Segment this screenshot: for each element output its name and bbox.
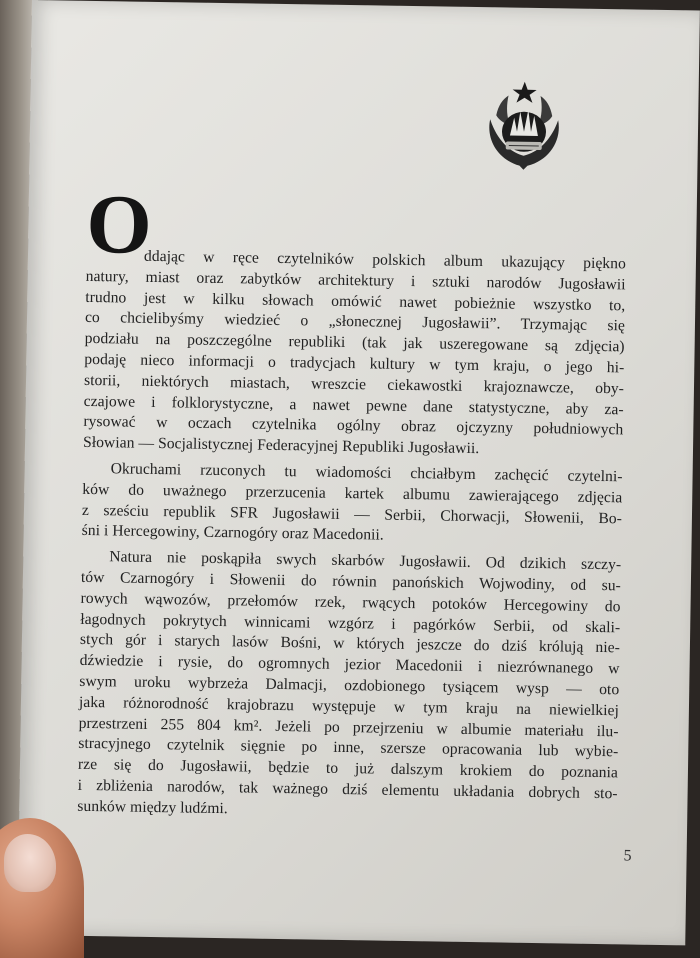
body-text — [77, 246, 626, 826]
drop-cap-letter: O — [86, 183, 153, 268]
text-line: trudno jest w kilku słowach omówić nawet pobieżnie wszystko to, — [85, 287, 625, 316]
text-line: podziału na poszczególne republiki (tak jak uszeregowane są zdjęcia) — [85, 329, 625, 358]
text-line: stracyjnego czytelnik sięgnie po inne, szersze opracowania lub wybie- — [78, 734, 618, 763]
text-line: rowych wąwozów, przełomów rzek, rwących potoków Hercegowiny do — [80, 589, 620, 618]
text-line: co chcielibyśmy wiedzieć o „słonecznej Jugosławii”. Trzymając się — [85, 308, 625, 337]
text-line: jaka różnorodność krajobrazu występuje w tym kraju na niewielkiej — [79, 693, 619, 722]
text-line: ddając w ręce czytelników polskich album ukazujący piękno — [86, 246, 626, 275]
text-line: śni i Hercegowiny, Czarnogóry oraz Macedonii. — [81, 521, 621, 550]
text-line: podaję nieco informacji o tradycjach kultury w tym kraju, o jego hi- — [84, 350, 624, 379]
text-line: swym uroku wybrzeża Dalmacji, ozdobionego tysiącem wysp — oto — [79, 672, 619, 701]
text-line: i zbliżenia narodów, tak ważnego dziś elementu układania dobrych sto- — [77, 776, 617, 805]
text-line: natury, miast oraz zabytków architektury i sztuki narodów Jugosławii — [85, 267, 625, 296]
text-line: sunków między ludźmi. — [77, 797, 617, 826]
text-line: łagodnych pokrytych winnicami wzgórz i pagórków Serbii, od skali- — [80, 609, 620, 638]
text-line: Natura nie poskąpiła swych skarbów Jugosławii. Od dzikich szczy- — [81, 547, 621, 576]
text-line: dźwiedzie i rysie, do ogromnych jezior Macedonii i niezrównanego w — [79, 651, 619, 680]
page-number: 5 — [623, 847, 631, 865]
coat-of-arms-emblem-icon — [475, 79, 572, 172]
text-line: Słowian — Socjalistycznej Federacyjnej Republiki Jugosławii. — [83, 433, 623, 462]
text-line: storii, niektórych miastach, wreszcie ciekawostki krajoznawcze, oby- — [84, 371, 624, 400]
text-line: z sześciu republik SFR Jugosławii — Serbii, Chorwacji, Słowenii, Bo- — [82, 500, 622, 529]
text-line: przestrzeni 255 804 km². Jeżeli po przejrzeniu w albumie materiału ilu- — [78, 713, 618, 742]
book-page — [17, 0, 700, 945]
text-line: ków do uważnego przerzucenia kartek albumu zawierającego zdjęcia — [82, 480, 622, 509]
text-line: rysować w oczach czytelnika ogólny obraz ojczyzny południowych — [83, 412, 623, 441]
text-line: stych gór i starych lasów Bośni, w których jeszcze do dziś królują nie- — [80, 630, 620, 659]
text-line: rze się do Jugosławii, będzie to już dalszym krokiem do poznania — [78, 755, 618, 784]
text-line: Okruchami rzuconych tu wiadomości chciałbym zachęcić czytelni- — [82, 459, 622, 488]
text-line: tów Czarnogóry i Słowenii do równin panońskich Wojwodiny, od su- — [81, 568, 621, 597]
text-line: czajowe i folklorystyczne, a nawet pewne dane statystyczne, aby za- — [84, 391, 624, 420]
